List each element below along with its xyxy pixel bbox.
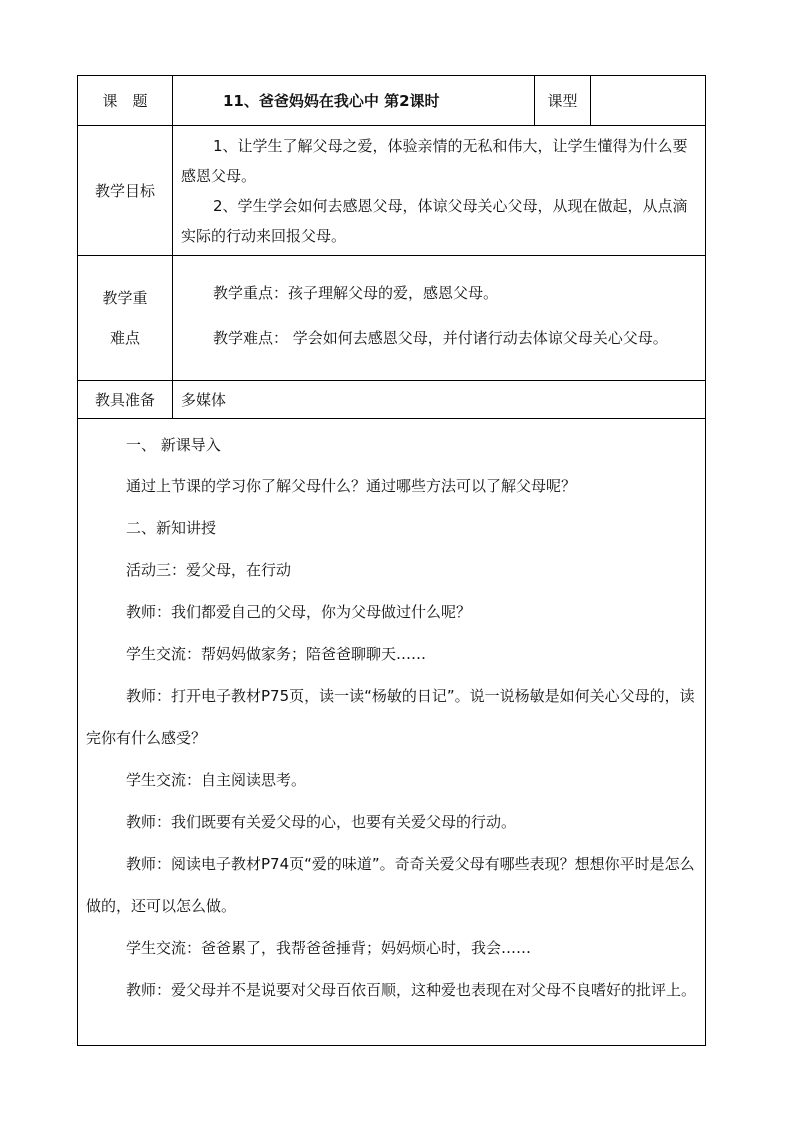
process-line: 教师：打开电子教材P75页，读一读“杨敏的日记”。说一说杨敏是如何关心父母的，读完你有什么感受？ — [86, 687, 695, 747]
materials-value: 多媒体 — [173, 381, 706, 419]
objectives-label: 教学目标 — [78, 126, 173, 256]
process-line: 学生交流：爸爸累了，我帮爸爸捶背；妈妈烦心时，我会…… — [126, 939, 532, 957]
teaching-difficulty: 教学难点： 学会如何去感恩父母，并付诸行动去体谅父母关心父母。 — [213, 329, 668, 347]
process-line: 二、新知讲授 — [126, 519, 217, 537]
header-row — [78, 76, 706, 126]
key-points-label — [78, 256, 173, 381]
materials-row — [78, 381, 706, 419]
lesson-title: 11、爸爸妈妈在我心中 第2课时 — [173, 76, 535, 126]
process-line: 教师：阅读电子教材P74页“爱的味道”。奇奇关爱父母有哪些表现？想想你平时是怎么做的，还可以怎么做。 — [86, 855, 695, 915]
process-line: 一、 新课导入 — [126, 436, 221, 454]
objectives-row — [78, 126, 706, 256]
key-points-label-line2: 难点 — [109, 329, 140, 347]
process-row — [78, 419, 706, 1046]
lesson-type-value — [591, 76, 706, 126]
process-line: 教师：我们既要有关爱父母的心，也要有关爱父母的行动。 — [126, 813, 517, 831]
process-line: 学生交流：帮妈妈做家务；陪爸爸聊聊天…… — [126, 645, 427, 663]
lesson-type-label: 课型 — [535, 76, 591, 126]
objective-item-1: 1、让学生了解父母之爱，体验亲情的无私和伟大，让学生懂得为什么要感恩父母。 — [181, 136, 688, 185]
process-line: 学生交流：自主阅读思考。 — [126, 771, 307, 789]
process-line: 活动三：爱父母，在行动 — [126, 561, 292, 579]
process-line: 教师：爱父母并不是说要对父母百依百顺，这种爱也表现在对父母不良嗜好的批评上。 — [126, 981, 697, 999]
objectives-content — [173, 126, 706, 256]
key-points-row — [78, 256, 706, 381]
objective-item-2: 2、学生学会如何去感恩父母，体谅父母关心父母，从现在做起，从点滴实际的行动来回报父母。 — [181, 196, 688, 245]
process-line: 教师：我们都爱自己的父母，你为父母做过什么呢？ — [126, 603, 472, 621]
teaching-focus: 教学重点：孩子理解父母的爱，感恩父母。 — [213, 284, 499, 302]
key-points-content — [173, 256, 706, 381]
process-line: 通过上节课的学习你了解父母什么？通过哪些方法可以了解父母呢？ — [126, 477, 577, 495]
key-points-label-line1: 教学重 — [102, 289, 148, 307]
lesson-plan-table — [77, 75, 706, 1046]
teaching-process — [78, 419, 706, 1046]
topic-label: 课 题 — [78, 76, 173, 126]
materials-label: 教具准备 — [78, 381, 173, 419]
